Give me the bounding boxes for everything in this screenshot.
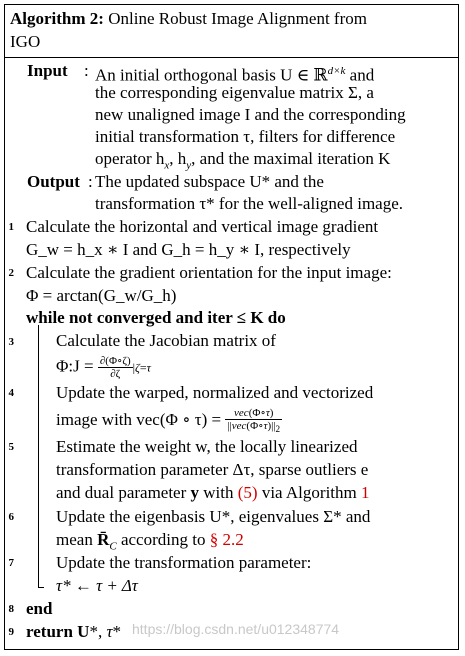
line-number-8: 8 xyxy=(8,603,14,615)
while-line: while not converged and iter ≤ K do xyxy=(26,308,286,327)
algorithm-title-line2: IGO xyxy=(10,32,41,51)
step-2-text: Calculate the gradient orientation for the input image: xyxy=(26,263,392,282)
input-line-4: initial transformation τ, filters for difference xyxy=(95,127,396,146)
loop-bar xyxy=(38,325,39,587)
line-number-5: 5 xyxy=(8,441,14,453)
step-7-text: Update the transformation parameter: xyxy=(56,553,312,572)
step-5-text: Estimate the weight w, the locally linearized xyxy=(56,437,358,456)
input-label: Input xyxy=(27,61,68,80)
algorithm-ref[interactable]: 1 xyxy=(361,483,370,502)
input-sep: : xyxy=(84,61,89,80)
line-number-7: 7 xyxy=(8,557,14,569)
watermark: https://blog.csdn.net/u012348774 xyxy=(132,621,340,637)
step-3-formula: Φ:J = $\frac{\partial(\Phi\circ\zeta)}{\partial\zeta}$ |ζ=τ xyxy=(56,355,151,380)
loop-bar-end xyxy=(38,587,44,588)
step-7-formula: τ* ← τ + Δτ xyxy=(56,576,138,595)
output-line-2: transformation τ* for the well-aligned image. xyxy=(95,194,404,213)
normalize-fraction: $\frac{\text{vec(Φ∘τ)}}{||vec(\Phi\circ\tau)||_2}$ xyxy=(227,407,281,435)
output-sep: : xyxy=(88,172,93,191)
step-1-formula: G_w = h_x ∗ I and G_h = h_y ∗ I, respectively xyxy=(26,240,351,259)
line-number-6: 6 xyxy=(8,511,14,523)
line-number-4: 4 xyxy=(8,387,14,399)
algorithm-title-text: Online Robust Image Alignment from xyxy=(103,9,367,28)
return-line: return U*, τ* xyxy=(26,622,122,641)
output-label: Output xyxy=(27,172,80,191)
step-2-formula: Φ = arctan(G_w/G_h) xyxy=(26,286,177,305)
step-1-text: Calculate the horizontal and vertical image gradient xyxy=(26,217,379,236)
algorithm-title xyxy=(10,9,367,29)
equation-ref[interactable]: (5) xyxy=(237,483,258,502)
line-number-2: 2 xyxy=(8,267,14,279)
output-line-1: The updated subspace U* and the xyxy=(95,172,324,191)
line-number-9: 9 xyxy=(8,626,14,638)
input-line-3: new unaligned image I and the corresponding xyxy=(95,105,406,124)
input-line-1: An initial orthogonal basis U ∈ ℝ$^{d\times k}$ and xyxy=(95,65,375,85)
line-number-1: 1 xyxy=(8,221,14,233)
end-line: end xyxy=(26,599,53,618)
line-number-3: 3 xyxy=(8,336,14,348)
step-5-line-3: and dual parameter y with (5) via Algorithm 1 xyxy=(56,483,370,502)
jacobian-fraction: $\frac{\partial(\Phi\circ\zeta)}{\partial\zeta}$ xyxy=(99,355,131,380)
title-rule xyxy=(5,57,458,58)
section-ref[interactable]: § 2.2 xyxy=(209,530,244,549)
step-4-text: Update the warped, normalized and vectorized xyxy=(56,383,374,402)
input-line-5: operator $h_x$, $h_y$, and the maximal iteration K xyxy=(95,149,391,172)
step-3-text: Calculate the Jacobian matrix of xyxy=(56,331,276,350)
input-line-2: the corresponding eigenvalue matrix Σ, a xyxy=(95,83,374,102)
algorithm-label: Algorithm 2: xyxy=(10,9,104,28)
step-5-line-2: transformation parameter Δτ, sparse outliers e xyxy=(56,460,369,479)
step-6-line-2: mean $R̄_C$ according to § 2.2 xyxy=(56,530,244,553)
step-4-formula: image with vec(Φ ∘ τ) = $\frac{\text{vec(Φ∘τ)}}{||vec(\Phi\circ\tau)||_2}$ xyxy=(56,407,281,435)
step-6-text: Update the eigenbasis U*, eigenvalues Σ* and xyxy=(56,507,371,526)
